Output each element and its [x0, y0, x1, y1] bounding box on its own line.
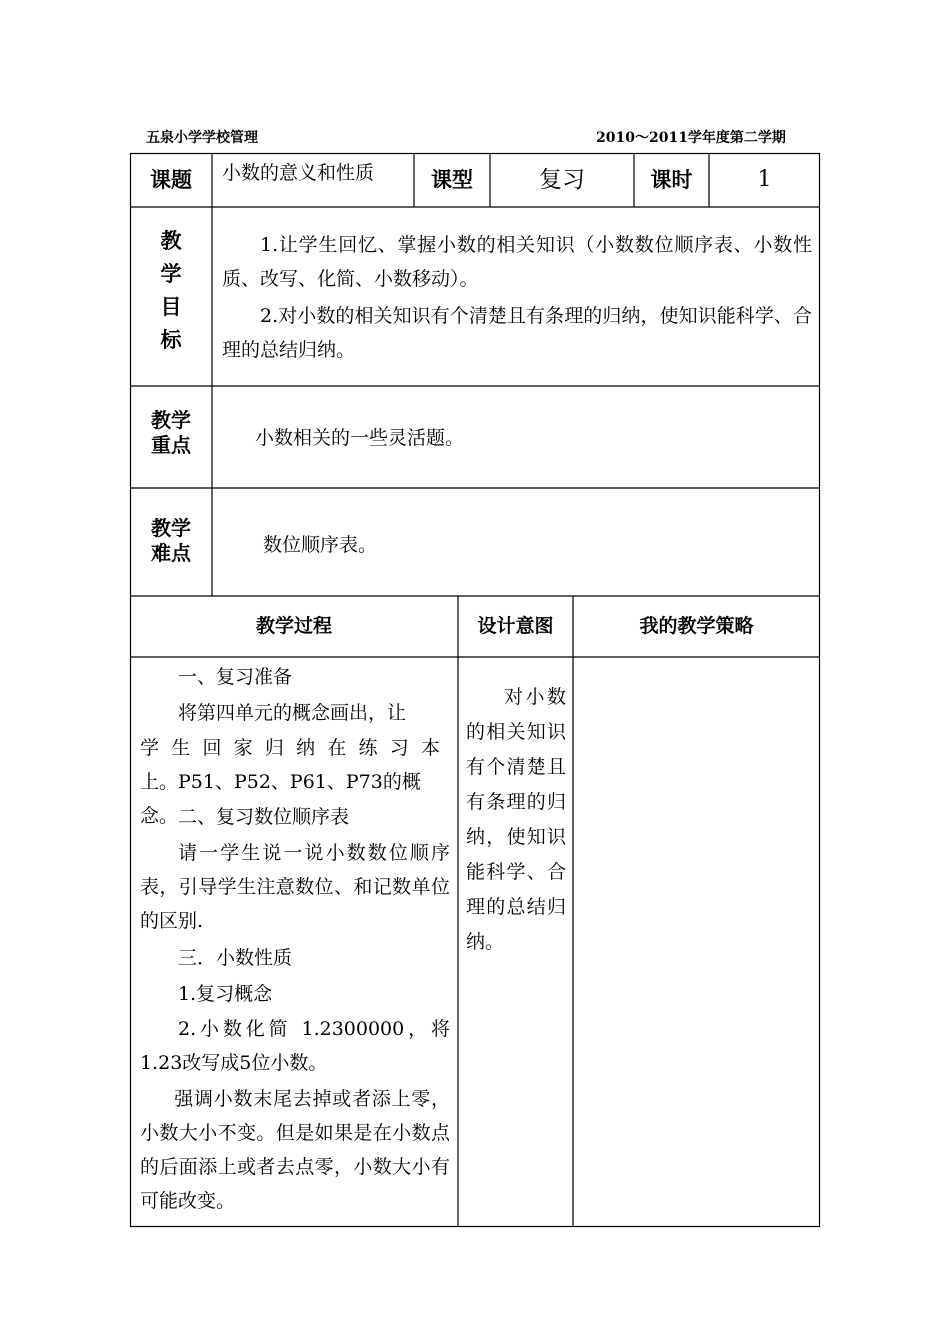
hours-value: 1	[757, 167, 772, 192]
process-paragraph-4: 强调小数末尾去掉或者添上零，小数大小不变。但是如果是在小数点的后面添上或者去点零，小数大小有可能改变。	[140, 1088, 450, 1212]
difficulty-label-1: 教学	[151, 516, 191, 540]
focus-label-2: 重点	[151, 433, 191, 457]
process-section-3: 三．小数性质	[178, 947, 293, 969]
header-term: 2010～2011学年度第二学期	[596, 130, 786, 146]
topic-label: 课题	[150, 167, 192, 192]
process-paragraph-1: 将第四单元的概念画出，让	[178, 702, 407, 724]
intent-text: 对小数的相关知识有个清楚且有条理的归纳，使知识能科学、合理的总结归纳。	[466, 686, 566, 953]
goals-label-1: 教	[160, 228, 182, 253]
goals-label-2: 学	[160, 261, 182, 286]
focus-label-1: 教学	[151, 408, 191, 432]
goals-paragraph-1: 1.让学生回忆、掌握小数的相关知识（小数数位顺序表、小数性质、改写、化简、小数移动）。	[222, 234, 812, 290]
goals-paragraph-2: 2.对小数的相关知识有个清楚且有条理的归纳，使知识能科学、合理的总结归纳。	[222, 305, 812, 361]
goals-label-4: 标	[160, 327, 182, 352]
process-subsection-1: 1.复习概念	[178, 983, 273, 1005]
difficulty-value: 数位顺序表。	[263, 534, 378, 556]
goals-label-3: 目	[160, 294, 182, 319]
hours-label: 课时	[650, 167, 693, 192]
process-section-1: 一、复习准备	[178, 666, 293, 688]
process-paragraph-3: 2.小数化简 1.2300000，将1.23改写成5位小数。	[140, 1018, 450, 1074]
column-process: 教学过程	[255, 615, 332, 637]
focus-value: 小数相关的一些灵活题。	[255, 427, 465, 449]
header-school: 五泉小学学校管理	[146, 130, 258, 146]
difficulty-label-2: 难点	[151, 541, 191, 565]
column-intent: 设计意图	[477, 615, 554, 637]
process-paragraph-2: 请一学生说一说小数数位顺序表，引导学生注意数位、和记数单位的区别.	[140, 842, 450, 932]
column-strategy: 我的教学策略	[639, 615, 754, 637]
type-value: 复习	[539, 167, 585, 193]
process-section-2: 二、复习数位顺序表	[178, 806, 350, 828]
type-label: 课型	[431, 167, 473, 192]
process-paragraph-1c: 上。P51、P52、P61、P73的概念。	[140, 771, 421, 827]
topic-value: 小数的意义和性质	[222, 162, 375, 184]
process-paragraph-1b: 学生回家归纳在练习本	[140, 737, 440, 759]
